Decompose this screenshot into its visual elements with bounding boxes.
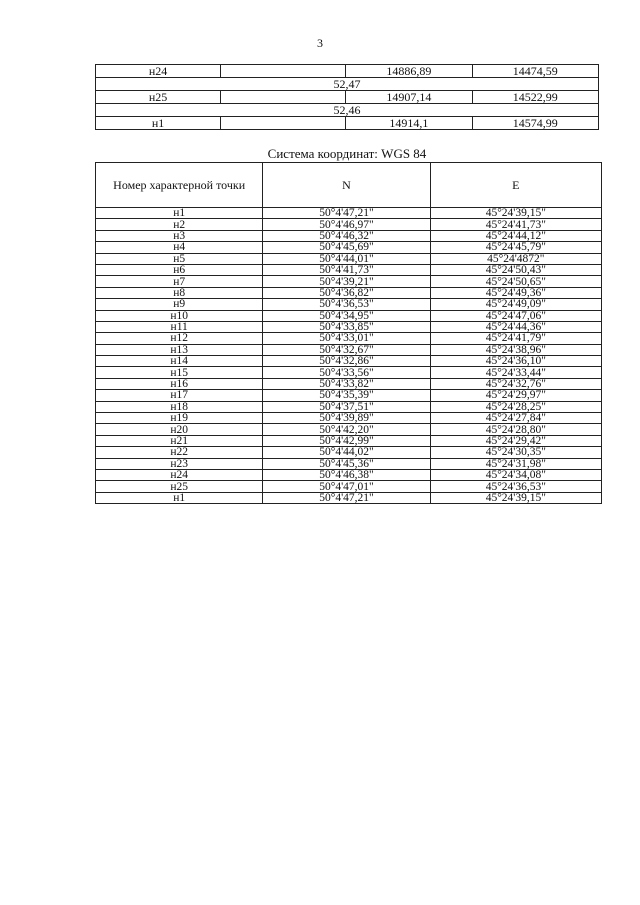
n-cell: 50°4'35,39" (263, 390, 430, 401)
point-cell: н10 (96, 310, 263, 321)
point-cell: н1 (96, 492, 263, 503)
e-cell: 45°24'34,08" (430, 469, 601, 480)
n-cell: 50°4'32,67" (263, 344, 430, 355)
n-cell: 50°4'33,56" (263, 367, 430, 378)
point-cell: н8 (96, 287, 263, 298)
point-cell: н4 (96, 242, 263, 253)
table-row (96, 276, 602, 287)
point-cell: н25 (96, 91, 221, 104)
e-cell: 45°24'28,80" (430, 424, 601, 435)
table-row (96, 65, 599, 78)
n-cell: 50°4'33,85" (263, 321, 430, 332)
n-cell: 50°4'32,86" (263, 356, 430, 367)
n-cell: 50°4'42,99" (263, 435, 430, 446)
coordinates-table (95, 162, 602, 504)
table-row (96, 253, 602, 264)
n-cell: 50°4'47,21" (263, 208, 430, 219)
e-cell: 45°24'44,36" (430, 321, 601, 332)
table-row (96, 447, 602, 458)
table-row (96, 367, 602, 378)
point-cell: н5 (96, 253, 263, 264)
n-cell: 50°4'33,82" (263, 378, 430, 389)
e-cell: 45°24'49,09" (430, 299, 601, 310)
point-cell: н7 (96, 276, 263, 287)
table-row (96, 492, 602, 503)
table-row (96, 458, 602, 469)
e-cell: 45°24'28,25" (430, 401, 601, 412)
e-cell: 45°24'50,65" (430, 276, 601, 287)
page-number: 3 (317, 36, 323, 50)
n-cell: 50°4'44,01" (263, 253, 430, 264)
header-row (96, 163, 602, 208)
table-row (96, 424, 602, 435)
point-cell: н25 (96, 481, 263, 492)
table-row (96, 299, 602, 310)
e-cell: 45°24'33,44" (430, 367, 601, 378)
section-title: Система координат: WGS 84 (267, 146, 427, 161)
e-cell: 45°24'36,53" (430, 481, 601, 492)
point-cell: н18 (96, 401, 263, 412)
table-row (96, 78, 599, 91)
n-cell: 50°4'45,36" (263, 458, 430, 469)
n-cell: 50°4'44,02" (263, 447, 430, 458)
n-cell: 50°4'41,73" (263, 264, 430, 275)
e-cell: 45°24'39,15" (430, 492, 601, 503)
e-cell: 14522,99 (472, 91, 598, 104)
n-cell: 50°4'36,53" (263, 299, 430, 310)
table-row (96, 91, 599, 104)
e-cell: 14474,59 (472, 65, 598, 78)
e-cell: 45°24'4872" (430, 253, 601, 264)
distance-cell: 52,46 (96, 104, 599, 117)
table-row (96, 208, 602, 219)
table-row (96, 333, 602, 344)
point-cell: н16 (96, 378, 263, 389)
continuation-table (95, 64, 599, 130)
point-cell: н24 (96, 469, 263, 480)
e-cell: 45°24'45,79" (430, 242, 601, 253)
n-cell: 50°4'47,21" (263, 492, 430, 503)
e-cell: 45°24'30,35" (430, 447, 601, 458)
point-cell: н12 (96, 333, 263, 344)
e-cell: 45°24'44,12" (430, 230, 601, 241)
point-cell: н20 (96, 424, 263, 435)
n-cell: 50°4'47,01" (263, 481, 430, 492)
n-cell: 50°4'46,97" (263, 219, 430, 230)
point-cell: н2 (96, 219, 263, 230)
point-cell: н22 (96, 447, 263, 458)
table-row (96, 242, 602, 253)
table-row (96, 401, 602, 412)
n-cell: 50°4'37,51" (263, 401, 430, 412)
n-cell: 14914,1 (346, 117, 472, 130)
n-cell: 50°4'39,21" (263, 276, 430, 287)
table-row (96, 287, 602, 298)
empty-cell (221, 91, 346, 104)
point-cell: н3 (96, 230, 263, 241)
n-cell: 50°4'33,01" (263, 333, 430, 344)
table-row (96, 117, 599, 130)
n-cell: 14907,14 (346, 91, 472, 104)
e-cell: 45°24'31,98" (430, 458, 601, 469)
n-cell: 50°4'34,95" (263, 310, 430, 321)
table-row (96, 435, 602, 446)
e-cell: 45°24'29,42" (430, 435, 601, 446)
table-row (96, 310, 602, 321)
empty-cell (221, 65, 346, 78)
table-row (96, 469, 602, 480)
n-cell: 50°4'39,89" (263, 413, 430, 424)
n-cell: 50°4'42,20" (263, 424, 430, 435)
table-row (96, 378, 602, 389)
point-cell: н19 (96, 413, 263, 424)
n-cell: 50°4'36,82" (263, 287, 430, 298)
point-cell: н23 (96, 458, 263, 469)
e-cell: 45°24'32,76" (430, 378, 601, 389)
point-cell: н13 (96, 344, 263, 355)
e-cell: 45°24'29,97" (430, 390, 601, 401)
e-cell: 45°24'41,79" (430, 333, 601, 344)
point-cell: н11 (96, 321, 263, 332)
e-cell: 45°24'41,73" (430, 219, 601, 230)
point-cell: н14 (96, 356, 263, 367)
e-cell: 45°24'36,10" (430, 356, 601, 367)
header-n: N (263, 163, 430, 208)
point-cell: н24 (96, 65, 221, 78)
empty-cell (221, 117, 346, 130)
n-cell: 50°4'46,38" (263, 469, 430, 480)
n-cell: 50°4'45,69" (263, 242, 430, 253)
point-cell: н1 (96, 117, 221, 130)
table-row (96, 104, 599, 117)
table-row (96, 321, 602, 332)
e-cell: 45°24'49,36" (430, 287, 601, 298)
header-e: E (430, 163, 601, 208)
point-cell: н9 (96, 299, 263, 310)
e-cell: 45°24'39,15" (430, 208, 601, 219)
distance-cell: 52,47 (96, 78, 599, 91)
e-cell: 14574,99 (472, 117, 598, 130)
point-cell: н6 (96, 264, 263, 275)
table-row (96, 390, 602, 401)
table-row (96, 219, 602, 230)
table-row (96, 413, 602, 424)
table-row (96, 230, 602, 241)
e-cell: 45°24'38,96" (430, 344, 601, 355)
n-cell: 14886,89 (346, 65, 472, 78)
point-cell: н21 (96, 435, 263, 446)
table-row (96, 481, 602, 492)
header-point: Номер характерной точки (96, 163, 263, 208)
e-cell: 45°24'47,06" (430, 310, 601, 321)
point-cell: н1 (96, 208, 263, 219)
table-row (96, 356, 602, 367)
n-cell: 50°4'46,32" (263, 230, 430, 241)
table-row (96, 264, 602, 275)
table-row (96, 344, 602, 355)
point-cell: н17 (96, 390, 263, 401)
coordinates-body (96, 208, 602, 504)
point-cell: н15 (96, 367, 263, 378)
e-cell: 45°24'50,43" (430, 264, 601, 275)
e-cell: 45°24'27,84" (430, 413, 601, 424)
